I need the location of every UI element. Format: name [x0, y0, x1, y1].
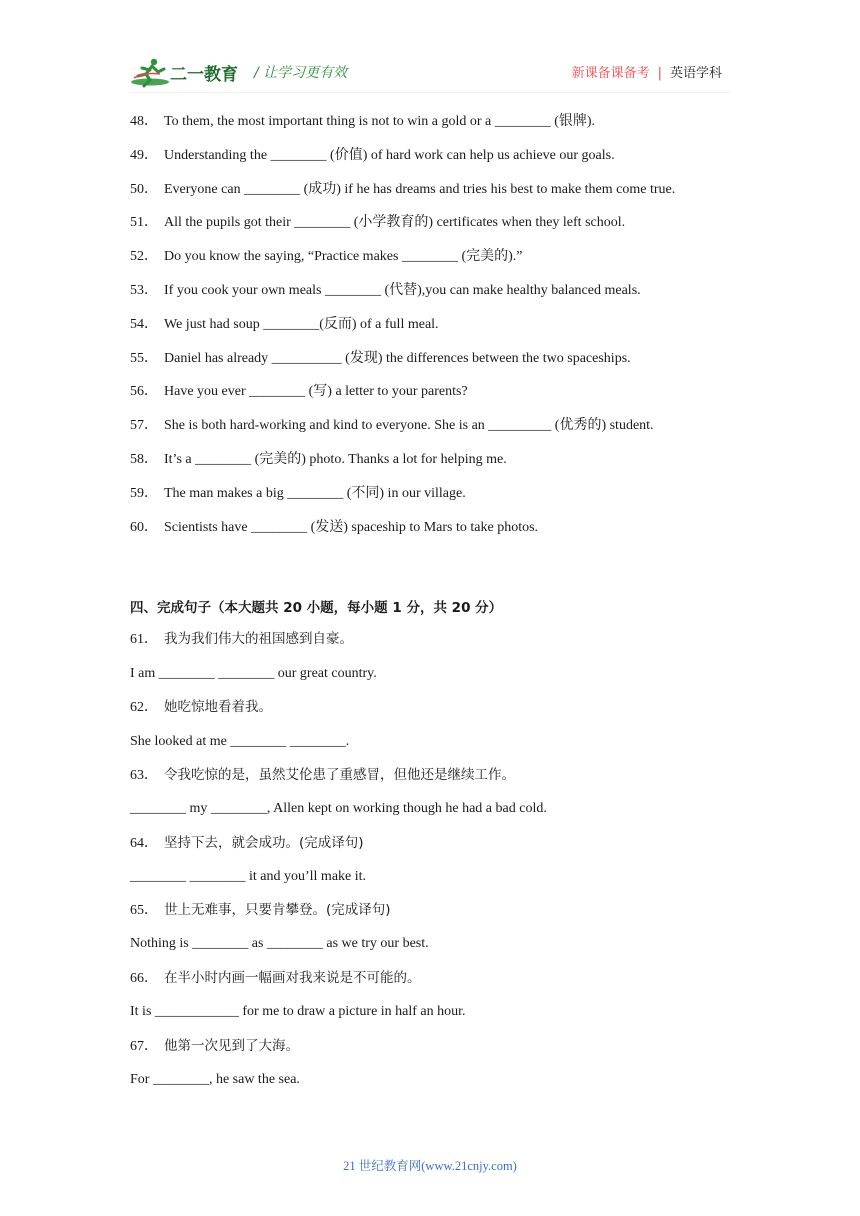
header-separator: | — [657, 66, 662, 81]
chinese-sentence: 坚持下去，就会成功。(完成译句) — [164, 835, 364, 851]
question-item — [130, 181, 675, 199]
translation-prompt — [130, 1037, 299, 1056]
translation-prompt — [130, 766, 515, 785]
question-number: 52． — [130, 249, 158, 264]
question-text: Everyone can ________ (成功) if he has dreams and tries his best to make them come true. — [164, 182, 676, 197]
question-item — [130, 282, 641, 300]
question-item — [130, 519, 538, 537]
translation-prompt — [130, 834, 364, 853]
page-footer: 21 世纪教育网(www.21cnjy.com) — [343, 1159, 517, 1173]
question-number: 67． — [130, 1039, 158, 1054]
question-item — [130, 383, 468, 401]
chinese-sentence: 她吃惊地看着我。 — [164, 699, 272, 715]
header-slogan: / 让学习更有效 — [254, 65, 348, 81]
translation-prompt — [130, 901, 391, 920]
question-text: Daniel has already __________ (发现) the differences between the two spaceships. — [164, 351, 631, 366]
question-item — [130, 451, 507, 469]
page-header — [130, 52, 730, 92]
question-number: 55． — [130, 351, 158, 366]
question-item — [130, 248, 522, 266]
question-text: The man makes a big ________ (不同) in our village. — [164, 486, 466, 501]
header-subject — [572, 62, 722, 81]
translation-answer: She looked at me ________ ________. — [130, 734, 350, 749]
question-item — [130, 147, 615, 165]
chinese-sentence: 令我吃惊的是，虽然艾伦患了重感冒，但他还是继续工作。 — [164, 767, 515, 783]
question-number: 54． — [130, 317, 158, 332]
svg-text:二一教育: 二一教育 — [170, 65, 238, 85]
chinese-sentence: 我为我们伟大的祖国感到自豪。 — [164, 631, 353, 647]
question-item — [130, 350, 631, 368]
question-number: 62． — [130, 700, 158, 715]
header-course-label: 新课备课备考 — [571, 66, 650, 81]
translation-answer: I am ________ ________ our great country. — [130, 666, 377, 681]
header-divider — [130, 92, 730, 93]
question-number: 48． — [130, 114, 158, 129]
question-text: To them, the most important thing is not to win a gold or a ________ (银牌). — [164, 114, 596, 129]
question-number: 60． — [130, 520, 158, 535]
question-number: 64． — [130, 836, 158, 851]
section-title: 四、完成句子（本大题共 20 小题，每小题 1 分，共 20 分） — [130, 600, 503, 616]
translation-answer: Nothing is ________ as ________ as we try our best. — [130, 936, 429, 951]
question-text: All the pupils got their ________ (小学教育的) certificates when they left school. — [164, 215, 626, 230]
question-number: 58． — [130, 452, 158, 467]
question-number: 53． — [130, 283, 158, 298]
question-number: 61． — [130, 632, 158, 647]
question-number: 50． — [130, 182, 158, 197]
translation-prompt — [130, 698, 272, 717]
question-item — [130, 485, 466, 503]
question-text: Scientists have ________ (发送) spaceship to Mars to take photos. — [164, 520, 539, 535]
chinese-sentence: 他第一次见到了大海。 — [164, 1038, 299, 1054]
translation-prompt — [130, 630, 353, 649]
question-number: 56． — [130, 384, 158, 399]
question-text: It’s a ________ (完美的) photo. Thanks a lot for helping me. — [164, 452, 507, 467]
question-number: 57． — [130, 418, 158, 433]
question-number: 59． — [130, 486, 158, 501]
question-text: She is both hard-working and kind to everyone. She is an _________ (优秀的) student. — [164, 418, 654, 433]
question-text: Understanding the ________ (价值) of hard work can help us achieve our goals. — [164, 148, 615, 163]
chinese-sentence: 在半小时内画一幅画对我来说是不可能的。 — [164, 970, 421, 986]
header-subject-label: 英语学科 — [669, 66, 722, 81]
question-text: We just had soup ________(反而) of a full meal. — [164, 317, 439, 332]
translation-answer: ________ my ________, Allen kept on working though he had a bad cold. — [130, 801, 547, 816]
question-text: Do you know the saying, “Practice makes ________ (完美的).” — [164, 249, 523, 264]
runner-logo-icon — [130, 56, 242, 90]
question-item — [130, 417, 654, 435]
question-number: 63． — [130, 768, 158, 783]
translation-answer: It is ____________ for me to draw a picture in half an hour. — [130, 1004, 466, 1019]
question-number: 65． — [130, 903, 158, 918]
question-text: If you cook your own meals ________ (代替),you can make healthy balanced meals. — [164, 283, 641, 298]
question-number: 51． — [130, 215, 158, 230]
translation-answer: ________ ________ it and you’ll make it. — [130, 869, 367, 884]
question-number: 66． — [130, 971, 158, 986]
translation-answer: For ________, he saw the sea. — [130, 1072, 300, 1087]
question-text: Have you ever ________ (写) a letter to your parents? — [164, 384, 468, 399]
question-item — [130, 214, 625, 232]
question-item — [130, 316, 439, 334]
chinese-sentence: 世上无难事，只要肯攀登。(完成译句) — [164, 902, 391, 918]
question-number: 49． — [130, 148, 158, 163]
question-item — [130, 113, 595, 131]
translation-prompt — [130, 969, 421, 988]
